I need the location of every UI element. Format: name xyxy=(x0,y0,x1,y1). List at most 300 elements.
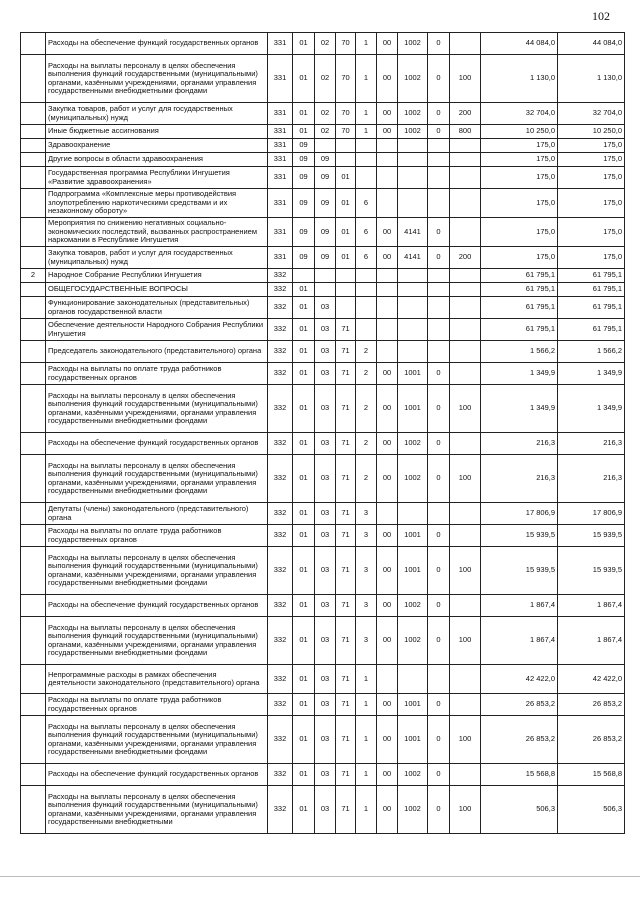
main-event-code-cell: 00 xyxy=(377,716,398,764)
program-code-cell: 71 xyxy=(336,547,356,595)
direction-code-cell xyxy=(398,283,428,297)
amount-cell: 1 349,9 xyxy=(481,385,558,433)
row-index-cell xyxy=(21,297,46,319)
expense-name-cell: Народное Собрание Республики Ингушетия xyxy=(46,269,268,283)
program-code-cell: 71 xyxy=(336,694,356,716)
subsection-code-cell: 03 xyxy=(315,363,336,385)
page-bottom-edge xyxy=(0,876,640,877)
ministry-code-cell: 332 xyxy=(268,433,293,455)
sub-direction-code-cell: 0 xyxy=(428,433,450,455)
ministry-code-cell: 331 xyxy=(268,139,293,153)
subsection-code-cell xyxy=(315,139,336,153)
amount-cell: 44 084,0 xyxy=(481,33,558,55)
expense-name-cell: Мероприятия по снижению негативных социально-экономических последствий, вызванных распространением наркомании в Республике Ингушетия xyxy=(46,218,268,247)
amount-total-cell: 17 806,9 xyxy=(558,503,625,525)
amount-cell: 175,0 xyxy=(481,247,558,269)
row-index-cell xyxy=(21,247,46,269)
table-row xyxy=(21,385,625,433)
row-index-cell xyxy=(21,167,46,189)
table-row xyxy=(21,455,625,503)
subsection-code-cell xyxy=(315,269,336,283)
direction-code-cell: 1001 xyxy=(398,716,428,764)
direction-code-cell: 1002 xyxy=(398,764,428,786)
amount-total-cell: 175,0 xyxy=(558,139,625,153)
main-event-code-cell: 00 xyxy=(377,363,398,385)
amount-total-cell: 15 939,5 xyxy=(558,525,625,547)
row-index-cell xyxy=(21,665,46,694)
subprogram-code-cell xyxy=(356,269,377,283)
subsection-code-cell: 09 xyxy=(315,167,336,189)
subprogram-code-cell: 3 xyxy=(356,547,377,595)
amount-cell: 61 795,1 xyxy=(481,269,558,283)
main-event-code-cell xyxy=(377,167,398,189)
amount-total-cell: 61 795,1 xyxy=(558,283,625,297)
expense-name-cell: Другие вопросы в области здравоохранения xyxy=(46,153,268,167)
ministry-code-cell: 332 xyxy=(268,455,293,503)
subprogram-code-cell: 2 xyxy=(356,433,377,455)
program-code-cell: 71 xyxy=(336,503,356,525)
expense-name-cell: Подпрограмма «Комплексные меры противодействия злоупотреблению наркотическими средствами и их незаконному обороту» xyxy=(46,189,268,218)
amount-cell: 26 853,2 xyxy=(481,694,558,716)
expense-type-code-cell: 100 xyxy=(450,455,481,503)
program-code-cell: 01 xyxy=(336,218,356,247)
row-index-cell xyxy=(21,55,46,103)
section-code-cell: 09 xyxy=(293,189,315,218)
table-row xyxy=(21,694,625,716)
ministry-code-cell: 332 xyxy=(268,385,293,433)
section-code-cell: 01 xyxy=(293,297,315,319)
table-row xyxy=(21,617,625,665)
expense-type-code-cell: 200 xyxy=(450,103,481,125)
main-event-code-cell: 00 xyxy=(377,617,398,665)
amount-cell: 61 795,1 xyxy=(481,297,558,319)
expense-type-code-cell xyxy=(450,33,481,55)
row-index-cell xyxy=(21,139,46,153)
expense-type-code-cell xyxy=(450,433,481,455)
subprogram-code-cell: 3 xyxy=(356,617,377,665)
amount-cell: 175,0 xyxy=(481,167,558,189)
section-code-cell: 01 xyxy=(293,716,315,764)
expense-name-cell: Закупка товаров, работ и услуг для государственных (муниципальных) нужд xyxy=(46,247,268,269)
program-code-cell: 71 xyxy=(336,764,356,786)
row-index-cell xyxy=(21,103,46,125)
main-event-code-cell xyxy=(377,153,398,167)
ministry-code-cell: 331 xyxy=(268,218,293,247)
expense-type-code-cell xyxy=(450,341,481,363)
amount-total-cell: 1 349,9 xyxy=(558,385,625,433)
sub-direction-code-cell: 0 xyxy=(428,363,450,385)
amount-total-cell: 175,0 xyxy=(558,247,625,269)
row-index-cell xyxy=(21,617,46,665)
subsection-code-cell: 02 xyxy=(315,33,336,55)
section-code-cell: 01 xyxy=(293,125,315,139)
amount-total-cell: 61 795,1 xyxy=(558,297,625,319)
expense-type-code-cell xyxy=(450,363,481,385)
amount-total-cell: 506,3 xyxy=(558,786,625,834)
expense-type-code-cell xyxy=(450,139,481,153)
ministry-code-cell: 332 xyxy=(268,269,293,283)
program-code-cell: 71 xyxy=(336,341,356,363)
program-code-cell: 71 xyxy=(336,363,356,385)
table-row xyxy=(21,525,625,547)
sub-direction-code-cell: 0 xyxy=(428,694,450,716)
page-number: 102 xyxy=(592,9,610,23)
row-index-cell xyxy=(21,218,46,247)
section-code-cell: 01 xyxy=(293,595,315,617)
program-code-cell xyxy=(336,269,356,283)
amount-cell: 1 566,2 xyxy=(481,341,558,363)
expense-name-cell: Расходы на обеспечение функций государственных органов xyxy=(46,433,268,455)
subsection-code-cell: 03 xyxy=(315,319,336,341)
expense-type-code-cell: 100 xyxy=(450,55,481,103)
table-row xyxy=(21,125,625,139)
table-row xyxy=(21,153,625,167)
subsection-code-cell: 03 xyxy=(315,297,336,319)
table-row xyxy=(21,665,625,694)
amount-cell: 216,3 xyxy=(481,433,558,455)
amount-cell: 61 795,1 xyxy=(481,319,558,341)
amount-total-cell: 42 422,0 xyxy=(558,665,625,694)
program-code-cell: 71 xyxy=(336,595,356,617)
direction-code-cell: 1001 xyxy=(398,547,428,595)
main-event-code-cell xyxy=(377,269,398,283)
section-code-cell: 01 xyxy=(293,617,315,665)
expense-name-cell: Депутаты (члены) законодательного (представительного) органа xyxy=(46,503,268,525)
subsection-code-cell: 03 xyxy=(315,341,336,363)
table-row xyxy=(21,297,625,319)
amount-total-cell: 1 349,9 xyxy=(558,363,625,385)
subprogram-code-cell: 1 xyxy=(356,764,377,786)
amount-total-cell: 1 867,4 xyxy=(558,617,625,665)
expense-name-cell: Непрограммные расходы в рамках обеспечения деятельности законодательного (представительного) органа xyxy=(46,665,268,694)
row-index-cell xyxy=(21,694,46,716)
subsection-code-cell: 03 xyxy=(315,547,336,595)
table-row xyxy=(21,716,625,764)
ministry-code-cell: 332 xyxy=(268,297,293,319)
expense-type-code-cell xyxy=(450,503,481,525)
program-code-cell: 71 xyxy=(336,617,356,665)
section-code-cell: 01 xyxy=(293,503,315,525)
row-index-cell xyxy=(21,125,46,139)
expense-name-cell: Закупка товаров, работ и услуг для государственных (муниципальных) нужд xyxy=(46,103,268,125)
expense-type-code-cell xyxy=(450,319,481,341)
amount-cell: 26 853,2 xyxy=(481,716,558,764)
section-code-cell xyxy=(293,269,315,283)
main-event-code-cell: 00 xyxy=(377,433,398,455)
table-row xyxy=(21,433,625,455)
direction-code-cell: 1001 xyxy=(398,694,428,716)
expense-type-code-cell xyxy=(450,297,481,319)
expense-name-cell: Председатель законодательного (представительного) органа xyxy=(46,341,268,363)
subprogram-code-cell xyxy=(356,297,377,319)
amount-cell: 175,0 xyxy=(481,153,558,167)
section-code-cell: 01 xyxy=(293,665,315,694)
ministry-code-cell: 331 xyxy=(268,55,293,103)
amount-cell: 1 349,9 xyxy=(481,363,558,385)
expense-name-cell: Расходы на обеспечение функций государственных органов xyxy=(46,595,268,617)
section-code-cell: 01 xyxy=(293,55,315,103)
table-row xyxy=(21,283,625,297)
amount-cell: 175,0 xyxy=(481,139,558,153)
subsection-code-cell: 09 xyxy=(315,218,336,247)
table-row xyxy=(21,341,625,363)
direction-code-cell: 1002 xyxy=(398,55,428,103)
sub-direction-code-cell: 0 xyxy=(428,455,450,503)
sub-direction-code-cell: 0 xyxy=(428,33,450,55)
sub-direction-code-cell: 0 xyxy=(428,125,450,139)
program-code-cell xyxy=(336,297,356,319)
sub-direction-code-cell: 0 xyxy=(428,247,450,269)
sub-direction-code-cell: 0 xyxy=(428,385,450,433)
main-event-code-cell xyxy=(377,139,398,153)
expense-type-code-cell xyxy=(450,525,481,547)
subsection-code-cell: 09 xyxy=(315,153,336,167)
main-event-code-cell: 00 xyxy=(377,525,398,547)
ministry-code-cell: 331 xyxy=(268,33,293,55)
sub-direction-code-cell xyxy=(428,167,450,189)
amount-cell: 1 867,4 xyxy=(481,617,558,665)
subsection-code-cell: 03 xyxy=(315,716,336,764)
amount-cell: 175,0 xyxy=(481,189,558,218)
main-event-code-cell: 00 xyxy=(377,33,398,55)
ministry-code-cell: 331 xyxy=(268,153,293,167)
main-event-code-cell xyxy=(377,283,398,297)
program-code-cell: 71 xyxy=(336,455,356,503)
table-row xyxy=(21,33,625,55)
main-event-code-cell: 00 xyxy=(377,595,398,617)
section-code-cell: 01 xyxy=(293,283,315,297)
subsection-code-cell: 03 xyxy=(315,595,336,617)
subprogram-code-cell: 3 xyxy=(356,503,377,525)
direction-code-cell xyxy=(398,503,428,525)
amount-total-cell: 175,0 xyxy=(558,153,625,167)
subprogram-code-cell: 1 xyxy=(356,103,377,125)
program-code-cell: 71 xyxy=(336,433,356,455)
subprogram-code-cell: 2 xyxy=(356,455,377,503)
main-event-code-cell: 00 xyxy=(377,218,398,247)
main-event-code-cell: 00 xyxy=(377,455,398,503)
subprogram-code-cell: 6 xyxy=(356,189,377,218)
section-code-cell: 01 xyxy=(293,547,315,595)
table-row xyxy=(21,55,625,103)
amount-cell: 1 130,0 xyxy=(481,55,558,103)
row-index-cell xyxy=(21,433,46,455)
sub-direction-code-cell: 0 xyxy=(428,103,450,125)
subprogram-code-cell xyxy=(356,153,377,167)
section-code-cell: 09 xyxy=(293,139,315,153)
program-code-cell: 70 xyxy=(336,55,356,103)
section-code-cell: 09 xyxy=(293,167,315,189)
amount-total-cell: 216,3 xyxy=(558,433,625,455)
direction-code-cell: 1002 xyxy=(398,33,428,55)
sub-direction-code-cell xyxy=(428,341,450,363)
row-index-cell: 2 xyxy=(21,269,46,283)
amount-total-cell: 1 130,0 xyxy=(558,55,625,103)
direction-code-cell xyxy=(398,189,428,218)
expense-type-code-cell xyxy=(450,283,481,297)
subsection-code-cell: 02 xyxy=(315,125,336,139)
sub-direction-code-cell: 0 xyxy=(428,716,450,764)
direction-code-cell xyxy=(398,341,428,363)
amount-total-cell: 15 568,8 xyxy=(558,764,625,786)
amount-cell: 32 704,0 xyxy=(481,103,558,125)
row-index-cell xyxy=(21,503,46,525)
expense-name-cell: Расходы на выплаты персоналу в целях обеспечения выполнения функций государственными (муниципальными) органами, казёнными учреждениями, органами управления государственными внебюджетными фондами xyxy=(46,617,268,665)
subsection-code-cell: 03 xyxy=(315,786,336,834)
subsection-code-cell: 03 xyxy=(315,455,336,503)
row-index-cell xyxy=(21,455,46,503)
amount-total-cell: 10 250,0 xyxy=(558,125,625,139)
amount-cell: 175,0 xyxy=(481,218,558,247)
subprogram-code-cell: 6 xyxy=(356,218,377,247)
subsection-code-cell: 03 xyxy=(315,525,336,547)
sub-direction-code-cell: 0 xyxy=(428,786,450,834)
table-row xyxy=(21,269,625,283)
amount-cell: 17 806,9 xyxy=(481,503,558,525)
program-code-cell: 01 xyxy=(336,247,356,269)
subprogram-code-cell: 3 xyxy=(356,525,377,547)
sub-direction-code-cell: 0 xyxy=(428,525,450,547)
subsection-code-cell: 09 xyxy=(315,189,336,218)
ministry-code-cell: 332 xyxy=(268,503,293,525)
expense-type-code-cell: 100 xyxy=(450,547,481,595)
amount-cell: 15 939,5 xyxy=(481,547,558,595)
amount-total-cell: 32 704,0 xyxy=(558,103,625,125)
direction-code-cell xyxy=(398,269,428,283)
direction-code-cell: 4141 xyxy=(398,247,428,269)
section-code-cell: 01 xyxy=(293,455,315,503)
subprogram-code-cell: 1 xyxy=(356,786,377,834)
direction-code-cell xyxy=(398,153,428,167)
main-event-code-cell: 00 xyxy=(377,55,398,103)
amount-cell: 15 939,5 xyxy=(481,525,558,547)
ministry-code-cell: 332 xyxy=(268,786,293,834)
sub-direction-code-cell: 0 xyxy=(428,764,450,786)
ministry-code-cell: 332 xyxy=(268,764,293,786)
amount-total-cell: 26 853,2 xyxy=(558,694,625,716)
table-row xyxy=(21,319,625,341)
amount-total-cell: 216,3 xyxy=(558,455,625,503)
expense-type-code-cell xyxy=(450,764,481,786)
subprogram-code-cell xyxy=(356,139,377,153)
sub-direction-code-cell xyxy=(428,283,450,297)
main-event-code-cell: 00 xyxy=(377,694,398,716)
row-index-cell xyxy=(21,363,46,385)
program-code-cell: 71 xyxy=(336,716,356,764)
ministry-code-cell: 332 xyxy=(268,694,293,716)
amount-total-cell: 26 853,2 xyxy=(558,716,625,764)
section-code-cell: 09 xyxy=(293,153,315,167)
section-code-cell: 01 xyxy=(293,385,315,433)
program-code-cell xyxy=(336,139,356,153)
expense-type-code-cell: 100 xyxy=(450,786,481,834)
row-index-cell xyxy=(21,319,46,341)
subsection-code-cell: 03 xyxy=(315,385,336,433)
expense-name-cell: Расходы на выплаты персоналу в целях обеспечения выполнения функций государственными (муниципальными) органами, казёнными учреждениями, органами управления государственными внебюджетными фондами xyxy=(46,385,268,433)
subprogram-code-cell: 2 xyxy=(356,363,377,385)
expense-type-code-cell xyxy=(450,189,481,218)
sub-direction-code-cell: 0 xyxy=(428,55,450,103)
subprogram-code-cell: 2 xyxy=(356,341,377,363)
expense-name-cell: Расходы на обеспечение функций государственных органов xyxy=(46,764,268,786)
expense-type-code-cell xyxy=(450,269,481,283)
section-code-cell: 01 xyxy=(293,433,315,455)
expense-type-code-cell: 100 xyxy=(450,716,481,764)
main-event-code-cell: 00 xyxy=(377,103,398,125)
expense-name-cell: ОБЩЕГОСУДАРСТВЕННЫЕ ВОПРОСЫ xyxy=(46,283,268,297)
subsection-code-cell: 02 xyxy=(315,55,336,103)
subprogram-code-cell: 1 xyxy=(356,125,377,139)
row-index-cell xyxy=(21,595,46,617)
subprogram-code-cell: 3 xyxy=(356,595,377,617)
ministry-code-cell: 332 xyxy=(268,716,293,764)
direction-code-cell: 1002 xyxy=(398,433,428,455)
table-row xyxy=(21,786,625,834)
amount-total-cell: 175,0 xyxy=(558,189,625,218)
direction-code-cell xyxy=(398,665,428,694)
expense-name-cell: Расходы на выплаты персоналу в целях обеспечения выполнения функций государственными (муниципальными) органами, казёнными учреждениями, органами управления государственными внебюджетными фондами xyxy=(46,716,268,764)
program-code-cell: 71 xyxy=(336,385,356,433)
program-code-cell: 71 xyxy=(336,786,356,834)
subsection-code-cell: 03 xyxy=(315,503,336,525)
main-event-code-cell xyxy=(377,319,398,341)
row-index-cell xyxy=(21,153,46,167)
program-code-cell: 70 xyxy=(336,125,356,139)
row-index-cell xyxy=(21,385,46,433)
main-event-code-cell: 00 xyxy=(377,764,398,786)
row-index-cell xyxy=(21,525,46,547)
program-code-cell: 70 xyxy=(336,33,356,55)
main-event-code-cell: 00 xyxy=(377,247,398,269)
expense-name-cell: Обеспечение деятельности Народного Собрания Республики Ингушетия xyxy=(46,319,268,341)
direction-code-cell xyxy=(398,297,428,319)
section-code-cell: 09 xyxy=(293,247,315,269)
direction-code-cell: 1002 xyxy=(398,617,428,665)
amount-cell: 216,3 xyxy=(481,455,558,503)
expense-name-cell: Здравоохранение xyxy=(46,139,268,153)
amount-total-cell: 1 867,4 xyxy=(558,595,625,617)
table-row xyxy=(21,247,625,269)
expense-type-code-cell: 100 xyxy=(450,617,481,665)
amount-cell: 10 250,0 xyxy=(481,125,558,139)
section-code-cell: 01 xyxy=(293,363,315,385)
subprogram-code-cell: 1 xyxy=(356,33,377,55)
sub-direction-code-cell xyxy=(428,665,450,694)
ministry-code-cell: 332 xyxy=(268,595,293,617)
direction-code-cell: 1002 xyxy=(398,455,428,503)
direction-code-cell: 1001 xyxy=(398,363,428,385)
program-code-cell xyxy=(336,283,356,297)
expense-name-cell: Расходы на выплаты персоналу в целях обеспечения выполнения функций государственными (муниципальными) органами, казёнными учреждениями, органами управления государственными внебюджетными фондами xyxy=(46,547,268,595)
row-index-cell xyxy=(21,189,46,218)
sub-direction-code-cell xyxy=(428,269,450,283)
section-code-cell: 01 xyxy=(293,694,315,716)
subsection-code-cell: 03 xyxy=(315,433,336,455)
expense-name-cell: Расходы на выплаты персоналу в целях обеспечения выполнения функций государственными (муниципальными) органами, казёнными учреждениями, органами управления государственными внебюджетными xyxy=(46,786,268,834)
sub-direction-code-cell xyxy=(428,503,450,525)
section-code-cell: 01 xyxy=(293,103,315,125)
ministry-code-cell: 332 xyxy=(268,283,293,297)
amount-total-cell: 61 795,1 xyxy=(558,269,625,283)
main-event-code-cell: 00 xyxy=(377,786,398,834)
expense-name-cell: Расходы на выплаты по оплате труда работников государственных органов xyxy=(46,363,268,385)
table-row xyxy=(21,547,625,595)
sub-direction-code-cell xyxy=(428,297,450,319)
subsection-code-cell xyxy=(315,283,336,297)
sub-direction-code-cell: 0 xyxy=(428,595,450,617)
expense-type-code-cell xyxy=(450,218,481,247)
subprogram-code-cell: 1 xyxy=(356,694,377,716)
